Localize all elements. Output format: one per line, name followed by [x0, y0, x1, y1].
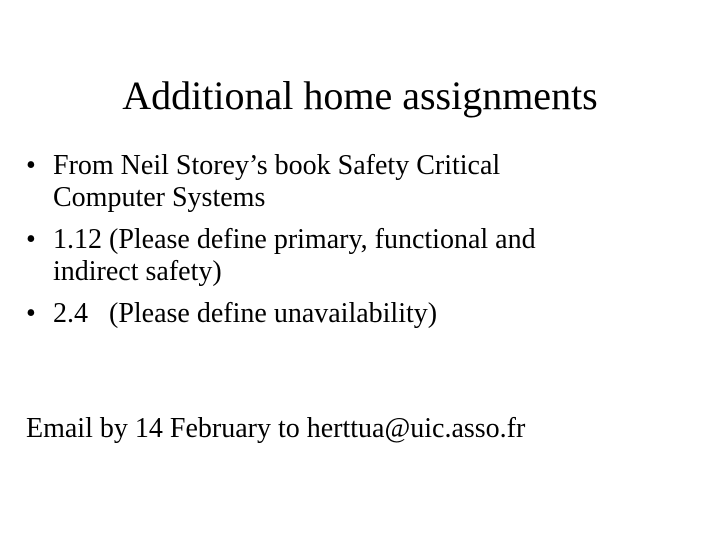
bullet-text-line: From Neil Storey’s book Safety Critical: [53, 150, 501, 181]
bullet-text-line: 2.4 (Please define unavailability): [53, 298, 438, 329]
bullet-text-line: Computer Systems: [53, 182, 266, 213]
bullet-icon: •: [26, 298, 36, 329]
bullet-icon: •: [26, 150, 36, 181]
bullet-text-line: indirect safety): [53, 256, 222, 287]
bullet-item: [0, 224, 720, 288]
bullet-item: [0, 150, 720, 214]
bullet-list: [0, 150, 720, 340]
bullet-text-line: 1.12 (Please define primary, functional and: [53, 224, 536, 255]
bullet-icon: •: [26, 224, 36, 255]
bullet-item: [0, 298, 720, 330]
email-instruction: Email by 14 February to herttua@uic.asso.fr: [26, 413, 526, 444]
slide-title: Additional home assignments: [122, 73, 598, 118]
